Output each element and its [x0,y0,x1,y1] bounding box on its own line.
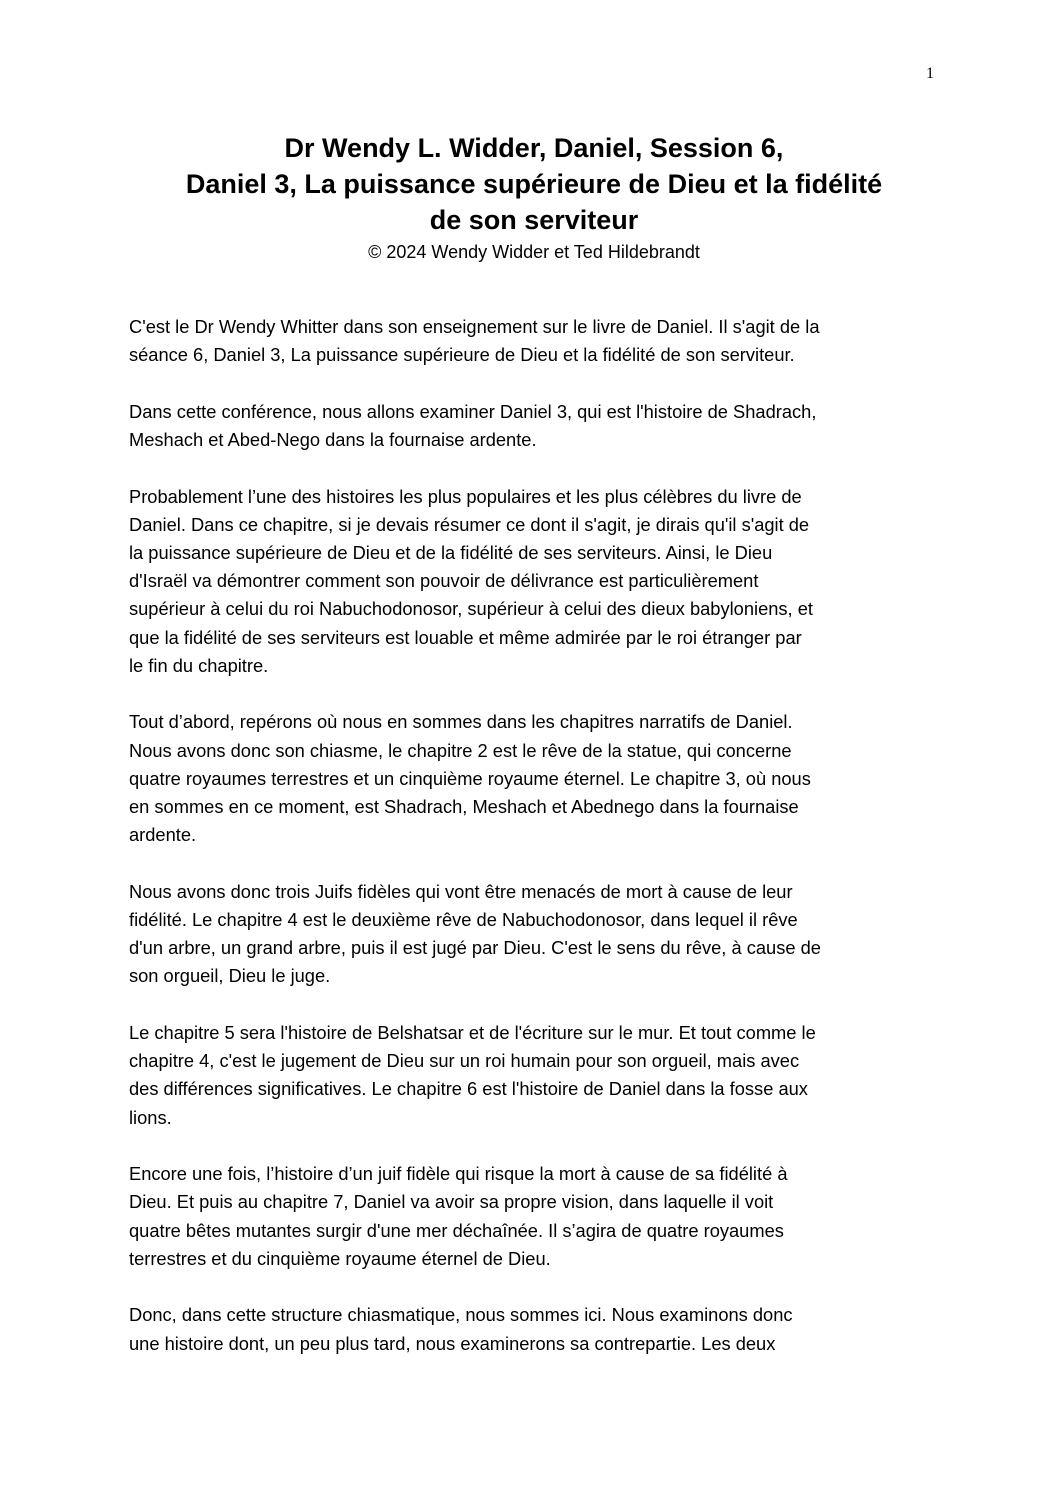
text-line: son orgueil, Dieu le juge. [129,965,331,987]
text-line: en sommes en ce moment, est Shadrach, Meshach et Abednego dans la fournaise [129,796,799,818]
text-line: Le chapitre 5 sera l'histoire de Belshatsar et de l'écriture sur le mur. Et tout comme le [129,1022,816,1044]
text-line: chapitre 4, c'est le jugement de Dieu sur un roi humain pour son orgueil, mais avec [129,1050,800,1072]
text-line: une histoire dont, un peu plus tard, nous examinerons sa contrepartie. Les deux [129,1332,776,1354]
text-line: fidélité. Le chapitre 4 est le deuxième rêve de Nabuchodonosor, dans lequel il rêve [129,909,798,931]
text-line: ardente. [129,824,197,846]
text-line: des différences significatives. Le chapitre 6 est l'histoire de Daniel dans la fosse aux [129,1078,808,1100]
paragraph-4 [129,708,949,849]
text-line: C'est le Dr Wendy Whitter dans son enseignement sur le livre de Daniel. Il s'agit de la [129,316,820,337]
paragraph-3 [129,483,949,680]
paragraph-7 [129,1160,949,1273]
text-line: Nous avons donc son chiasme, le chapitre 2 est le rêve de la statue, qui concerne [129,739,792,761]
text-line: d'Israël va démontrer comment son pouvoir de délivrance est particulièrement [129,570,759,592]
text-line: que la fidélité de ses serviteurs est louable et même admirée par le roi étranger par [129,626,802,648]
paragraph-6 [129,1019,949,1132]
text-line: quatre royaumes terrestres et un cinquième royaume éternel. Le chapitre 3, où nous [129,767,811,789]
text-line: terrestres et du cinquième royaume éternel de Dieu. [129,1247,551,1269]
copyright-line: © 2024 Wendy Widder et Ted Hildebrandt [368,242,700,262]
page-number: 1 [926,65,934,82]
title-line-2: Daniel 3, La puissance supérieure de Dieu et la fidélité [185,169,883,199]
text-line: Encore une fois, l’histoire d’un juif fidèle qui risque la mort à cause de sa fidélité à [129,1163,788,1185]
title-line-1: Dr Wendy L. Widder, Daniel, Session 6, [284,133,784,163]
text-line: lions. [129,1106,172,1128]
title-line-3: de son serviteur [429,205,639,235]
text-line: séance 6, Daniel 3, La puissance supérieure de Dieu et la fidélité de son serviteur. [129,344,795,366]
body-text [129,313,949,1386]
text-line: Dieu. Et puis au chapitre 7, Daniel va avoir sa propre vision, dans laquelle il voit [129,1191,774,1213]
text-line: Probablement l’une des histoires les plus populaires et les plus célèbres du livre de [129,485,802,507]
text-line: Donc, dans cette structure chiasmatique, nous sommes ici. Nous examinons donc [129,1304,793,1326]
text-line: Nous avons donc trois Juifs fidèles qui vont être menacés de mort à cause de leur [129,880,793,902]
text-line: Meshach et Abed-Nego dans la fournaise ardente. [129,429,537,450]
paragraph-2 [129,398,949,454]
text-line: quatre bêtes mutantes surgir d'une mer déchaînée. Il s’agira de quatre royaumes [129,1219,784,1241]
paragraph-1 [129,313,949,369]
text-line: la puissance supérieure de Dieu et de la fidélité de ses serviteurs. Ainsi, le Dieu [129,542,773,563]
text-line: Dans cette conférence, nous allons examiner Daniel 3, qui est l'histoire de Shadrach, [129,400,817,422]
title-block [110,130,958,265]
text-line: Daniel. Dans ce chapitre, si je devais résumer ce dont il s'agit, je dirais qu'il s'agit de [129,513,810,535]
paragraph-8 [129,1301,949,1357]
text-line: supérieur à celui du roi Nabuchodonosor, supérieur à celui des dieux babyloniens, et [129,598,813,620]
text-line: le fin du chapitre. [129,654,269,676]
text-line: d'un arbre, un grand arbre, puis il est jugé par Dieu. C'est le sens du rêve, à cause de [129,937,821,959]
text-line: Tout d’abord, repérons où nous en sommes dans les chapitres narratifs de Daniel. [129,711,793,733]
paragraph-5 [129,878,949,991]
